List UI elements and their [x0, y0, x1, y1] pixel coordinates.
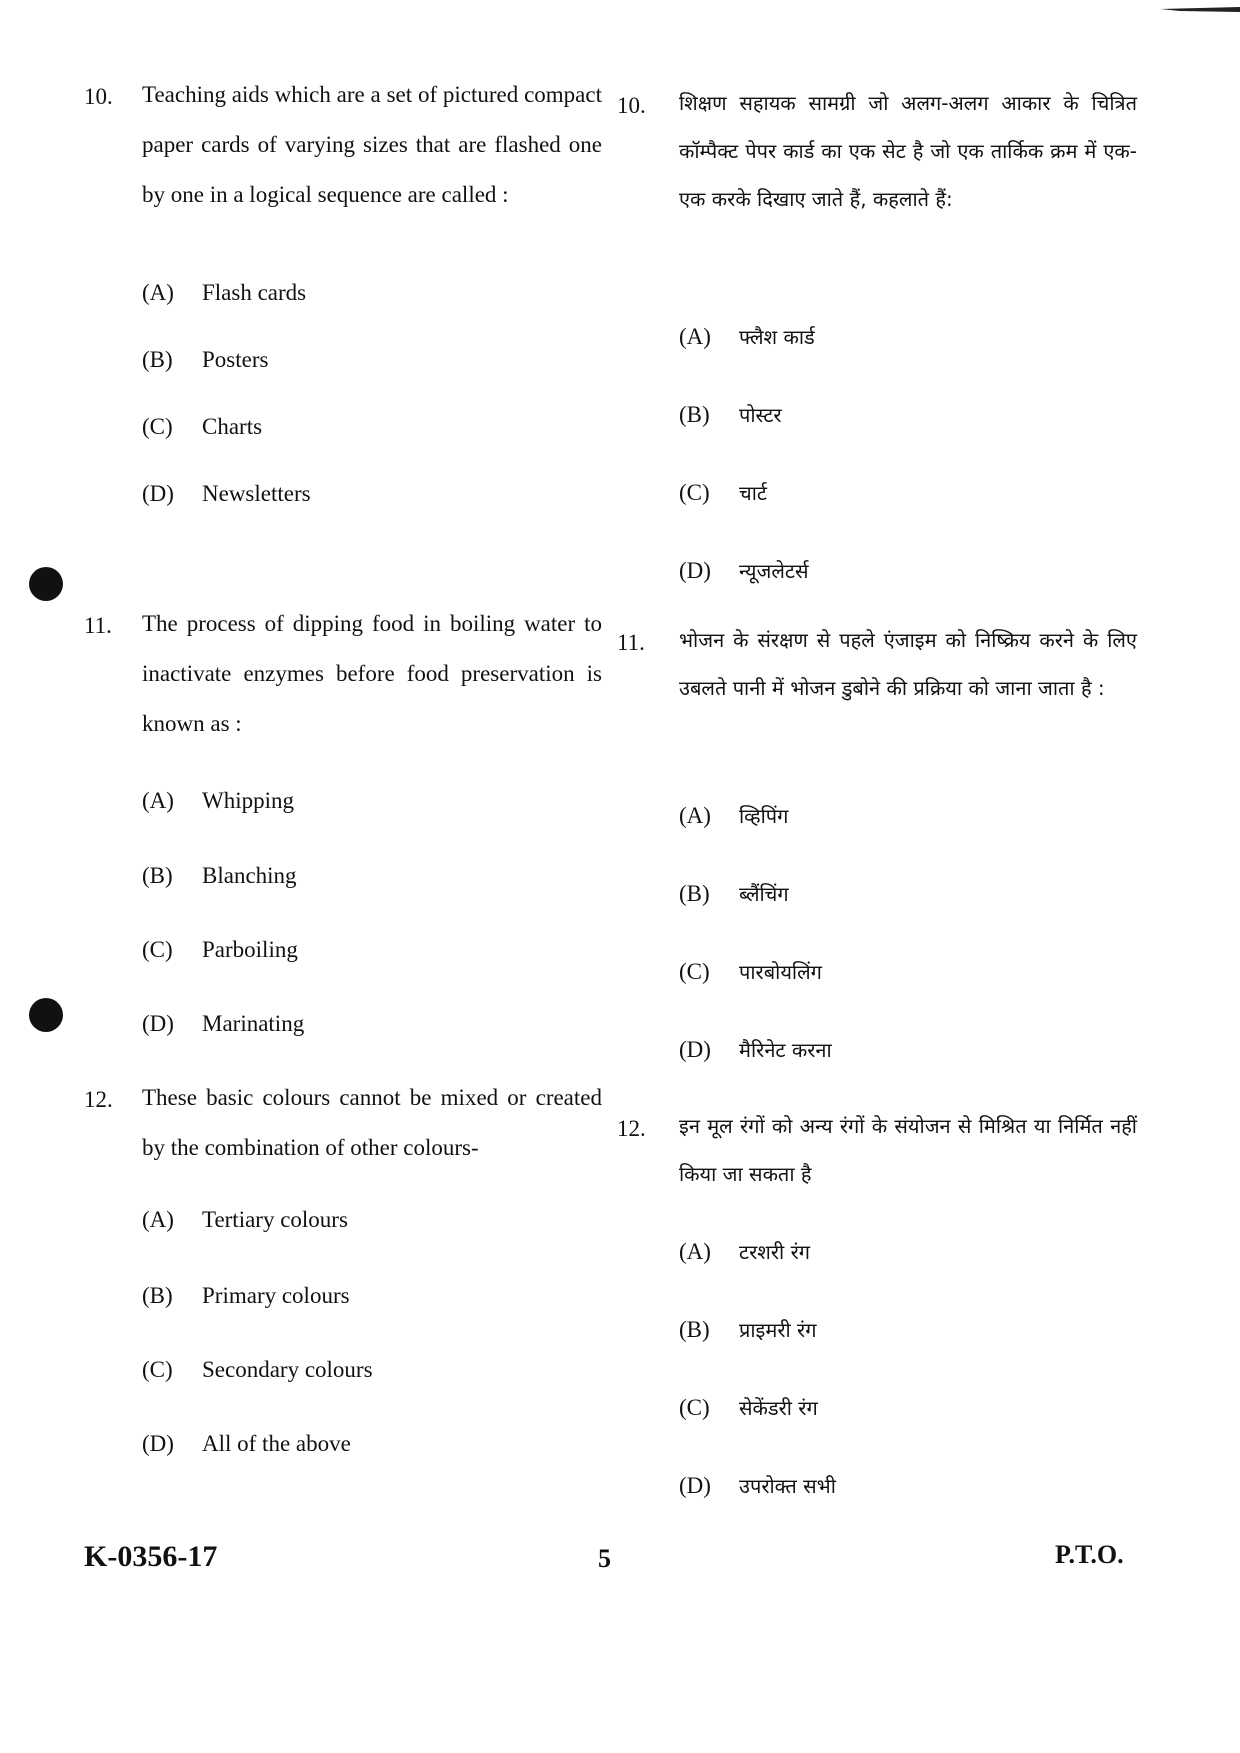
option-text: ब्लैंचिंग — [739, 882, 789, 906]
option-a — [679, 1238, 810, 1265]
option-b — [679, 1316, 817, 1343]
option-b — [142, 347, 268, 373]
option-c — [142, 414, 262, 440]
option-a — [142, 280, 306, 306]
option-letter: (B) — [679, 402, 710, 427]
option-text: Posters — [202, 347, 269, 372]
option-letter: (B) — [142, 1283, 173, 1308]
option-text: चार्ट — [739, 481, 767, 505]
option-d — [142, 1431, 351, 1457]
option-letter: (C) — [142, 414, 173, 439]
option-letter: (D) — [142, 1011, 174, 1036]
option-text: सेकेंडरी रंग — [739, 1396, 818, 1420]
option-text: Blanching — [202, 863, 297, 888]
option-c — [679, 958, 822, 985]
option-letter: (C) — [679, 480, 710, 505]
option-c — [142, 937, 298, 963]
option-text: Secondary colours — [202, 1357, 373, 1382]
margin-dot — [29, 567, 63, 601]
option-text: न्यूजलेटर्स — [739, 559, 809, 583]
option-letter: (B) — [679, 1317, 710, 1342]
option-c — [679, 479, 767, 506]
option-text: Newsletters — [202, 481, 311, 506]
option-text: Charts — [202, 414, 263, 439]
option-text: मैरिनेट करना — [739, 1038, 832, 1062]
option-letter: (A) — [142, 1207, 174, 1232]
paper-code: K-0356-17 — [84, 1540, 218, 1573]
option-letter: (B) — [679, 881, 710, 906]
option-letter: (C) — [679, 1395, 710, 1420]
option-letter: (C) — [142, 937, 173, 962]
page-number: 5 — [598, 1544, 611, 1573]
option-letter: (B) — [142, 347, 173, 372]
option-text: Marinating — [202, 1011, 305, 1036]
option-b — [679, 880, 789, 907]
option-a — [679, 802, 788, 829]
option-text: टरशरी रंग — [739, 1240, 811, 1264]
scan-mark — [1150, 0, 1240, 8]
option-letter: (A) — [679, 324, 711, 349]
option-letter: (D) — [679, 1473, 711, 1498]
option-d — [679, 557, 809, 584]
option-text: Tertiary colours — [202, 1207, 348, 1232]
option-text: पोस्टर — [739, 403, 782, 427]
option-b — [142, 863, 297, 889]
option-letter: (D) — [142, 1431, 174, 1456]
option-letter: (C) — [142, 1357, 173, 1382]
option-text: Whipping — [202, 788, 294, 813]
option-c — [679, 1394, 818, 1421]
option-letter: (A) — [679, 1239, 711, 1264]
option-a — [679, 323, 815, 350]
option-text: व्हिपिंग — [739, 804, 789, 828]
option-d — [142, 481, 311, 507]
option-letter: (A) — [142, 280, 174, 305]
option-letter: (D) — [142, 481, 174, 506]
option-d — [679, 1036, 832, 1063]
question-number: 10. — [84, 84, 113, 109]
question-number: 12. — [84, 1087, 113, 1112]
option-c — [142, 1357, 373, 1383]
option-letter: (A) — [679, 803, 711, 828]
option-d — [679, 1472, 836, 1499]
pto-label: P.T.O. — [1055, 1540, 1124, 1569]
question-text: इन मूल रंगों को अन्य रंगों के संयोजन से मिश्रित या निर्मित नहीं किया जा सकता है — [679, 1114, 1137, 1186]
question-number: 11. — [84, 613, 112, 638]
question-text: The process of dipping food in boiling water to inactivate enzymes before food preservation is known as : — [142, 611, 602, 736]
option-text: प्राइमरी रंग — [739, 1318, 817, 1342]
question-text: These basic colours cannot be mixed or created by the combination of other colours- — [142, 1085, 602, 1160]
option-text: Flash cards — [202, 280, 307, 305]
option-letter: (B) — [142, 863, 173, 888]
option-letter: (C) — [679, 959, 710, 984]
question-text: भोजन के संरक्षण से पहले एंजाइम को निष्क्रिय करने के लिए उबलते पानी में भोजन डुबोने की प्रक्रिया को जाना जाता है : — [679, 628, 1137, 700]
option-d — [142, 1011, 304, 1037]
question-text: Teaching aids which are a set of pictured compact paper cards of varying sizes that are flashed one by one in a logical sequence are called : — [142, 82, 602, 207]
option-b — [142, 1283, 350, 1309]
option-b — [679, 401, 782, 428]
option-letter: (A) — [142, 788, 174, 813]
option-text: उपरोक्त सभी — [739, 1474, 836, 1498]
question-number: 12. — [617, 1116, 646, 1141]
option-text: Primary colours — [202, 1283, 350, 1308]
option-text: फ्लैश कार्ड — [739, 325, 815, 349]
option-a — [142, 788, 294, 814]
option-text: पारबोयलिंग — [739, 960, 822, 984]
option-text: Parboiling — [202, 937, 298, 962]
question-number: 10. — [617, 93, 646, 118]
option-letter: (D) — [679, 558, 711, 583]
question-number: 11. — [617, 630, 645, 655]
option-letter: (D) — [679, 1037, 711, 1062]
question-text: शिक्षण सहायक सामग्री जो अलग-अलग आकार के चित्रित कॉम्पैक्ट पेपर कार्ड का एक सेट है जो एक तार्किक क्रम में एक-एक करके दिखाए जाते हैं, कहलाते हैं: — [679, 91, 1137, 211]
option-a — [142, 1207, 348, 1233]
option-text: All of the above — [202, 1431, 351, 1456]
margin-dot — [29, 998, 63, 1032]
